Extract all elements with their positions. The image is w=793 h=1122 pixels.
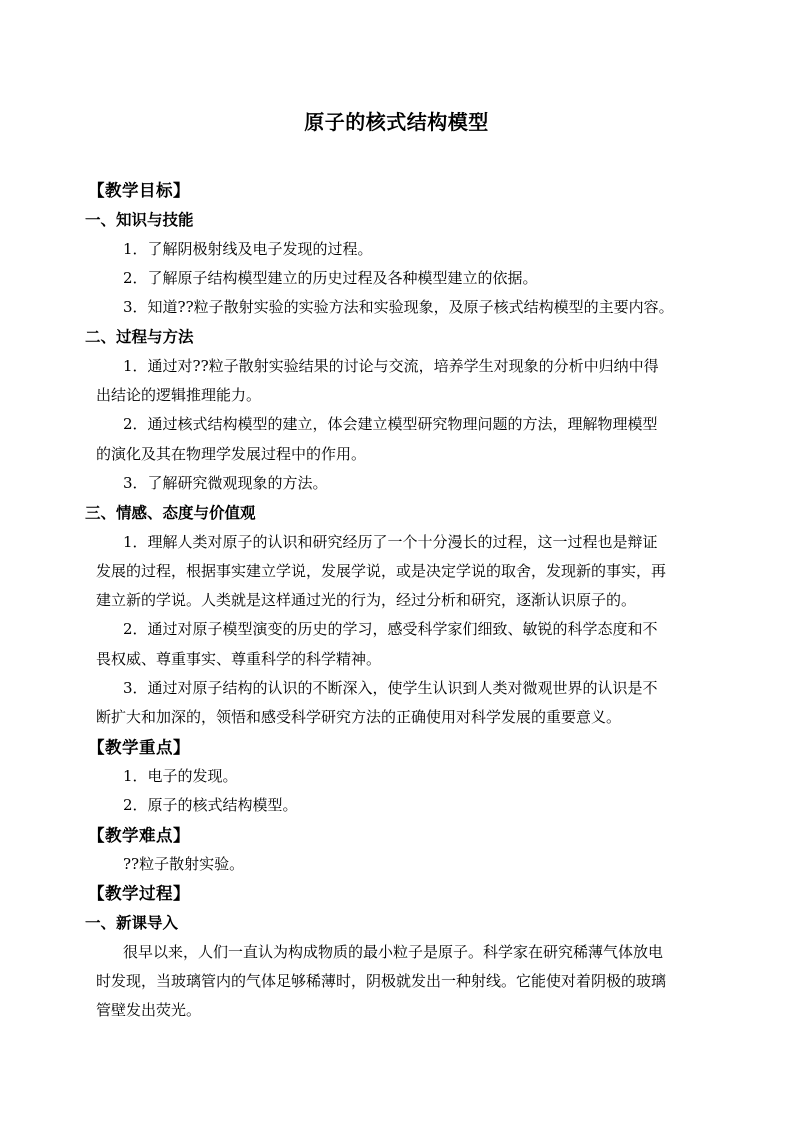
document-body: [85, 176, 698, 1026]
process-item-3: 3．了解研究微观现象的方法。: [123, 473, 328, 492]
emotion-item-3-line-1: 3．通过对原子结构的认识的不断深入，使学生认识到人类对微观世界的认识是不: [123, 679, 658, 698]
emotion-item-1-line-3: 建立新的学说。人类就是这样通过光的行为，经过分析和研究，逐渐认识原子的。: [96, 591, 637, 610]
emotion-item-1-line-2: 发展的过程，根据事实建立学说，发展学说，或是决定学说的取舍，发现新的事实，再: [96, 561, 667, 580]
emotion-item-2-line-2: 畏权威、尊重事实、尊重科学的科学精神。: [96, 649, 382, 668]
key-point-2: 2．原子的核式结构模型。: [123, 796, 298, 815]
difficulties-heading: 【教学难点】: [88, 825, 190, 845]
teaching-process-heading: 【教学过程】: [88, 884, 190, 904]
teaching-goals-heading: 【教学目标】: [88, 181, 190, 200]
emotion-values-heading: 三、情感、态度与价值观: [85, 503, 256, 523]
knowledge-item-3: 3．知道??粒子散射实验的实验方法和实验现象，及原子核式结构模型的主要内容。: [123, 298, 674, 317]
knowledge-item-1: 1．了解阴极射线及电子发现的过程。: [123, 239, 373, 258]
emotion-item-1-line-1: 1．理解人类对原子的认识和研究经历了一个十分漫长的过程，这一过程也是辩证: [123, 532, 658, 551]
emotion-item-2-line-1: 2．通过对原子模型演变的历史的学习，感受科学家们细致、敏锐的科学态度和不: [123, 620, 658, 639]
intro-heading: 一、新课导入: [85, 913, 179, 933]
key-points-heading: 【教学重点】: [88, 737, 190, 757]
knowledge-item-2: 2．了解原子结构模型建立的历史过程及各种模型建立的依据。: [123, 268, 538, 287]
intro-line-2: 时发现，当玻璃管内的气体足够稀薄时，阴极就发出一种射线。它能使对着阴极的玻璃: [96, 972, 667, 991]
intro-line-1: 很早以来，人们一直认为构成物质的最小粒子是原子。科学家在研究稀薄气体放电: [123, 942, 664, 961]
process-item-2-line-2: 的演化及其在物理学发展过程中的作用。: [96, 444, 367, 463]
intro-line-3: 管壁发出荧光。: [96, 1001, 202, 1020]
process-item-1-line-2: 出结论的逻辑推理能力。: [96, 386, 262, 405]
key-point-1: 1．电子的发现。: [123, 766, 238, 785]
process-methods-heading: 二、过程与方法: [85, 327, 194, 347]
document-title: 原子的核式结构模型: [304, 110, 489, 134]
process-item-2-line-1: 2．通过核式结构模型的建立，体会建立模型研究物理问题的方法，理解物理模型: [123, 415, 658, 434]
knowledge-skills-heading: 一、知识与技能: [85, 210, 194, 230]
emotion-item-3-line-2: 断扩大和加深的，领悟和感受科学研究方法的正确使用对科学发展的重要意义。: [96, 708, 622, 727]
process-item-1-line-1: 1．通过对??粒子散射实验结果的讨论与交流，培养学生对现象的分析中归纳中得: [123, 356, 659, 375]
difficulty-item: ??粒子散射实验。: [123, 854, 245, 873]
